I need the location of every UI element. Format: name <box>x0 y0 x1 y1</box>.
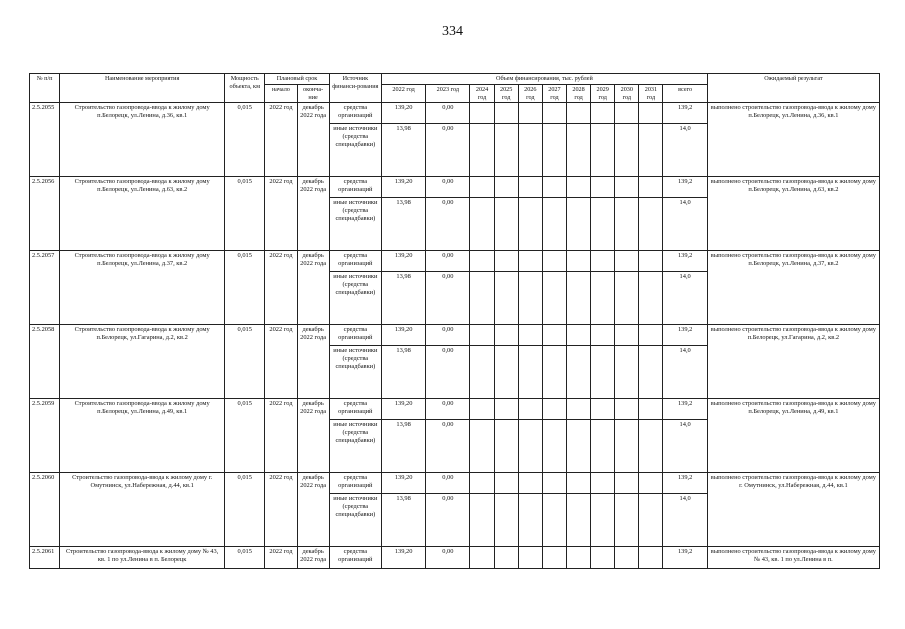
value-2022: 13,98 <box>381 124 425 177</box>
header-start: начало <box>265 84 297 103</box>
row-name: Строительство газопровода-ввода к жилому дому п.Белорецк, ул.Гагарина, д.2, кв.2 <box>60 325 225 399</box>
value-total: 14,0 <box>663 494 707 547</box>
row-capacity: 0,015 <box>225 103 265 177</box>
value-total: 14,0 <box>663 124 707 177</box>
value-2023: 0,00 <box>426 473 470 494</box>
row-start: 2022 год <box>265 251 297 325</box>
value-total: 14,0 <box>663 272 707 325</box>
header-volume: Объем финансирования, тыс. рублей <box>381 74 707 85</box>
header-year: 2022 год <box>381 84 425 103</box>
row-start: 2022 год <box>265 177 297 251</box>
table-row <box>30 251 880 272</box>
row-end: декабрь 2022 года <box>297 177 329 251</box>
row-id: 2.5.2055 <box>30 103 60 177</box>
row-name: Строительство газопровода-ввода к жилому дому п.Белорецк, ул.Ленина, д.36, кв.1 <box>60 103 225 177</box>
row-start: 2022 год <box>265 399 297 473</box>
row-source-2: иные источники (средства спецнадбавки) <box>329 272 381 325</box>
row-start: 2022 год <box>265 103 297 177</box>
row-id: 2.5.2061 <box>30 547 60 569</box>
header-year: 2031 год <box>639 84 663 103</box>
value-total: 139,2 <box>663 473 707 494</box>
row-result: выполнено строительство газопровода-ввода к жилому дому п.Белорецк, ул.Ленина, д.36, кв.1 <box>707 103 879 177</box>
row-capacity: 0,015 <box>225 399 265 473</box>
header-year: 2025 год <box>494 84 518 103</box>
value-2022: 13,98 <box>381 346 425 399</box>
value-total: 139,2 <box>663 103 707 124</box>
row-end: декабрь 2022 года <box>297 473 329 547</box>
value-2023: 0,00 <box>426 494 470 547</box>
row-result: выполнено строительство газопровода-ввода к жилому дому п.Белорецк, ул.Гагарина, д.2, кв.2 <box>707 325 879 399</box>
header-source: Источник финанси-рования <box>329 74 381 103</box>
row-name: Строительство газопровода-ввода к жилому дому № 43, кв. 1 по ул.Ленина в п. Белорецк <box>60 547 225 569</box>
header-year: 2030 год <box>615 84 639 103</box>
value-2022: 139,20 <box>381 473 425 494</box>
table-row <box>30 103 880 124</box>
row-id: 2.5.2056 <box>30 177 60 251</box>
value-total: 139,2 <box>663 547 707 569</box>
value-2022: 13,98 <box>381 420 425 473</box>
value-2023: 0,00 <box>426 177 470 198</box>
row-start: 2022 год <box>265 325 297 399</box>
header-name: Наименование мероприятия <box>60 74 225 103</box>
row-source-1: средства организаций <box>329 103 381 124</box>
header-total: всего <box>663 84 707 103</box>
header-year: 2027 год <box>542 84 566 103</box>
header-end: оконча-ние <box>297 84 329 103</box>
value-2023: 0,00 <box>426 547 470 569</box>
value-total: 139,2 <box>663 325 707 346</box>
page-number: 334 <box>442 24 463 39</box>
value-total: 139,2 <box>663 177 707 198</box>
value-2022: 13,98 <box>381 198 425 251</box>
table-row <box>30 325 880 346</box>
row-name: Строительство газопровода-ввода к жилому дому п.Белорецк, ул.Ленина, д.37, кв.2 <box>60 251 225 325</box>
value-2023: 0,00 <box>426 272 470 325</box>
header-row-1 <box>30 74 880 85</box>
header-year: 2024 год <box>470 84 494 103</box>
row-id: 2.5.2059 <box>30 399 60 473</box>
row-capacity: 0,015 <box>225 547 265 569</box>
financing-table <box>29 73 880 569</box>
row-name: Строительство газопровода-ввода к жилому дому п.Белорецк, ул.Ленина, д.63, кв.2 <box>60 177 225 251</box>
row-source-1: средства организаций <box>329 547 381 569</box>
value-2022: 13,98 <box>381 272 425 325</box>
row-result: выполнено строительство газопровода-ввода к жилому дому г. Омутнинск, ул.Набережная, д.44, кв.1 <box>707 473 879 547</box>
header-year: 2029 год <box>591 84 615 103</box>
value-2022: 139,20 <box>381 325 425 346</box>
header-year: 2023 год <box>426 84 470 103</box>
table-row <box>30 177 880 198</box>
value-total: 139,2 <box>663 399 707 420</box>
header-result: Ожидаемый результат <box>707 74 879 103</box>
header-year: 2028 год <box>566 84 590 103</box>
row-start: 2022 год <box>265 547 297 569</box>
row-id: 2.5.2057 <box>30 251 60 325</box>
row-capacity: 0,015 <box>225 177 265 251</box>
row-capacity: 0,015 <box>225 473 265 547</box>
row-end: декабрь 2022 года <box>297 103 329 177</box>
row-result: выполнено строительство газопровода-ввода к жилому дому п.Белорецк, ул.Ленина, д.37, кв.2 <box>707 251 879 325</box>
value-2023: 0,00 <box>426 103 470 124</box>
value-2023: 0,00 <box>426 420 470 473</box>
header-num: № п/п <box>30 74 60 103</box>
row-end: декабрь 2022 года <box>297 399 329 473</box>
row-result: выполнено строительство газопровода-ввода к жилому дому п.Белорецк, ул.Ленина, д.63, кв.2 <box>707 177 879 251</box>
value-2022: 139,20 <box>381 177 425 198</box>
value-2022: 139,20 <box>381 103 425 124</box>
row-capacity: 0,015 <box>225 251 265 325</box>
row-source-1: средства организаций <box>329 325 381 346</box>
row-start: 2022 год <box>265 473 297 547</box>
value-total: 139,2 <box>663 251 707 272</box>
table-row <box>30 473 880 494</box>
row-name: Строительство газопровода-ввода к жилому дому г. Омутнинск, ул.Набережная, д.44, кв.1 <box>60 473 225 547</box>
value-2023: 0,00 <box>426 325 470 346</box>
value-2022: 139,20 <box>381 251 425 272</box>
header-year: 2026 год <box>518 84 542 103</box>
value-2023: 0,00 <box>426 399 470 420</box>
row-source-1: средства организаций <box>329 473 381 494</box>
row-id: 2.5.2058 <box>30 325 60 399</box>
value-2022: 13,98 <box>381 494 425 547</box>
row-source-2: иные источники (средства спецнадбавки) <box>329 494 381 547</box>
row-result: выполнено строительство газопровода-ввода к жилому дому п.Белорецк, ул.Ленина, д.49, кв.1 <box>707 399 879 473</box>
row-source-2: иные источники (средства спецнадбавки) <box>329 198 381 251</box>
row-source-2: иные источники (средства спецнадбавки) <box>329 420 381 473</box>
table-row <box>30 399 880 420</box>
table-row <box>30 547 880 569</box>
row-end: декабрь 2022 года <box>297 547 329 569</box>
row-name: Строительство газопровода-ввода к жилому дому п.Белорецк, ул.Ленина, д.49, кв.1 <box>60 399 225 473</box>
row-capacity: 0,015 <box>225 325 265 399</box>
value-total: 14,0 <box>663 346 707 399</box>
value-total: 14,0 <box>663 420 707 473</box>
value-2022: 139,20 <box>381 547 425 569</box>
header-planned-term: Плановый срок <box>265 74 329 85</box>
row-source-1: средства организаций <box>329 251 381 272</box>
row-result: выполнено строительство газопровода-ввода к жилому дому № 43, кв. 1 по ул.Ленина в п. <box>707 547 879 569</box>
row-end: декабрь 2022 года <box>297 325 329 399</box>
value-2023: 0,00 <box>426 251 470 272</box>
header-capacity: Мощность объекта, км <box>225 74 265 103</box>
row-source-2: иные источники (средства спецнадбавки) <box>329 346 381 399</box>
row-end: декабрь 2022 года <box>297 251 329 325</box>
value-2023: 0,00 <box>426 198 470 251</box>
table-body <box>30 103 880 569</box>
value-2023: 0,00 <box>426 124 470 177</box>
row-id: 2.5.2060 <box>30 473 60 547</box>
value-2023: 0,00 <box>426 346 470 399</box>
row-source-2: иные источники (средства спецнадбавки) <box>329 124 381 177</box>
row-source-1: средства организаций <box>329 177 381 198</box>
value-total: 14,0 <box>663 198 707 251</box>
value-2022: 139,20 <box>381 399 425 420</box>
row-source-1: средства организаций <box>329 399 381 420</box>
